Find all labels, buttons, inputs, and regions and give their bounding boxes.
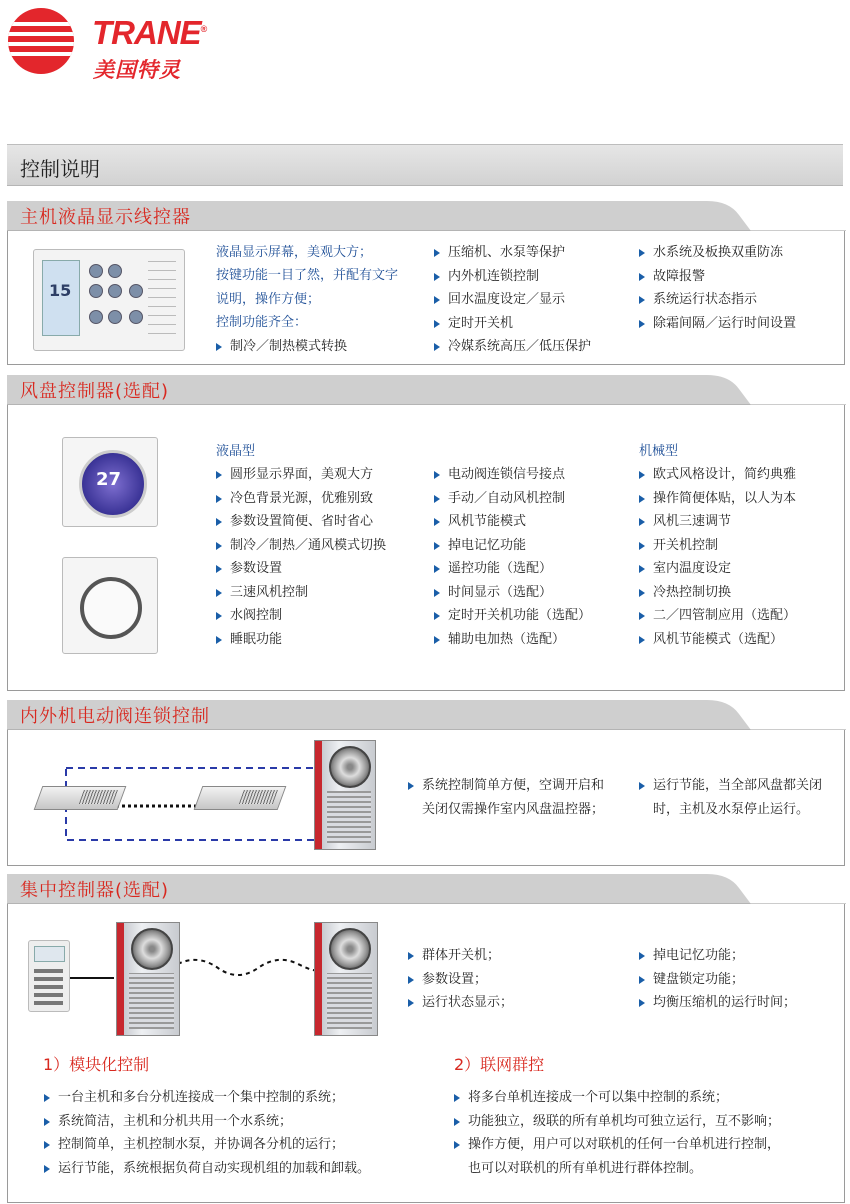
list-item: 内外机连锁控制 xyxy=(432,265,591,289)
list-item: 开关机控制 xyxy=(637,534,796,558)
central-controller-image xyxy=(28,940,70,1012)
list-item: 将多台单机连接成一个可以集中控制的系统； xyxy=(452,1086,792,1110)
brand-name-en: TRANE® xyxy=(92,14,207,51)
outdoor-unit-image xyxy=(314,740,376,850)
list-item: 制冷／制热／通风模式切换 xyxy=(214,534,386,558)
host-feature-list-1 xyxy=(214,335,347,359)
section-tab xyxy=(7,201,846,231)
list-item: 风机节能模式 xyxy=(432,510,591,534)
list-item: 定时开关机 xyxy=(432,312,591,336)
section-title: 内外机电动阀连锁控制 xyxy=(20,706,210,727)
lcd-thermostat-image xyxy=(62,437,158,527)
section-fancoil-controller xyxy=(7,381,845,691)
lcd-type-list xyxy=(214,463,386,651)
list-item: 均衡压缩机的运行时间； xyxy=(637,991,796,1015)
list-item: 二／四管制应用（选配） xyxy=(637,604,796,628)
list-item: 制冷／制热模式转换 xyxy=(214,335,347,359)
intro-line: 说明，操作方便； xyxy=(216,292,321,307)
fan-coil-unit-image xyxy=(34,786,127,810)
list-item: 辅助电加热（选配） xyxy=(432,628,591,652)
network-control-heading: 2）联网群控 xyxy=(454,1055,545,1074)
wired-controller-image xyxy=(33,249,185,351)
list-item: 系统简洁，主机和分机共用一个水系统； xyxy=(42,1110,370,1134)
central-connection-diagram xyxy=(68,924,328,1024)
list-item: 操作方便，用户可以对联机的任何一台单机进行控制，也可以对联机的所有单机进行群体控制。 xyxy=(452,1133,792,1180)
host-feature-list-2 xyxy=(432,241,591,359)
list-item: 群体开关机； xyxy=(406,944,513,968)
section-tab xyxy=(7,375,846,405)
list-item: 时间显示（选配） xyxy=(432,581,591,605)
section-central-controller xyxy=(7,880,845,1203)
module-control-list xyxy=(42,1086,370,1180)
intro-line: 按键功能一目了然，并配有文字 xyxy=(216,268,399,283)
list-item: 掉电记忆功能 xyxy=(432,534,591,558)
list-item: 系统控制简单方便，空调开启和关闭仅需操作室内风盘温控器； xyxy=(406,774,616,821)
controller-display-value: 15 xyxy=(49,281,72,300)
list-item: 水系统及板换双重防冻 xyxy=(637,241,796,265)
lcd-type-heading: 液晶型 xyxy=(216,444,256,459)
list-item: 手动／自动风机控制 xyxy=(432,487,591,511)
list-item: 圆形显示界面，美观大方 xyxy=(214,463,386,487)
trane-logo-icon xyxy=(8,8,74,74)
list-item: 操作简便体贴，以人为本 xyxy=(637,487,796,511)
central-feature-list-b xyxy=(637,944,796,1015)
list-item: 冷热控制切换 xyxy=(637,581,796,605)
list-item: 压缩机、水泵等保护 xyxy=(432,241,591,265)
list-item: 运行状态显示； xyxy=(406,991,513,1015)
list-item: 风机节能模式（选配） xyxy=(637,628,796,652)
list-item: 水阀控制 xyxy=(214,604,386,628)
list-item: 控制简单，主机控制水泵，并协调各分机的运行； xyxy=(42,1133,370,1157)
list-item: 故障报警 xyxy=(637,265,796,289)
list-item: 睡眠功能 xyxy=(214,628,386,652)
section-title: 风盘控制器(选配) xyxy=(20,381,170,402)
section-valve-interlock xyxy=(7,706,845,866)
mech-type-list xyxy=(637,463,796,651)
fan-coil-unit-image xyxy=(194,786,287,810)
brand-name-cn: 美国特灵 xyxy=(93,58,181,82)
outdoor-unit-image xyxy=(314,922,378,1036)
list-item: 回水温度设定／显示 xyxy=(432,288,591,312)
list-item: 欧式风格设计，简约典雅 xyxy=(637,463,796,487)
list-item: 运行节能，系统根据负荷自动实现机组的加载和卸载。 xyxy=(42,1157,370,1181)
common-feature-list xyxy=(432,463,591,651)
list-item: 参数设置简便、省时省心 xyxy=(214,510,386,534)
section-tab xyxy=(7,700,846,730)
list-item: 一台主机和多台分机连接成一个集中控制的系统； xyxy=(42,1086,370,1110)
list-item: 冷媒系统高压／低压保护 xyxy=(432,335,591,359)
outdoor-unit-image xyxy=(116,922,180,1036)
list-item: 参数设置 xyxy=(214,557,386,581)
intro-line: 控制功能齐全： xyxy=(216,315,308,330)
intro-line: 液晶显示屏幕，美观大方； xyxy=(216,245,373,260)
list-item: 冷色背景光源，优雅别致 xyxy=(214,487,386,511)
central-feature-list-a xyxy=(406,944,513,1015)
list-item: 除霜间隔／运行时间设置 xyxy=(637,312,796,336)
list-item: 掉电记忆功能； xyxy=(637,944,796,968)
mech-type-heading: 机械型 xyxy=(639,444,679,459)
list-item: 运行节能，当全部风盘都关闭时，主机及水泵停止运行。 xyxy=(637,774,832,821)
valve-feature-list-a xyxy=(406,774,616,821)
list-item: 系统运行状态指示 xyxy=(637,288,796,312)
list-item: 室内温度设定 xyxy=(637,557,796,581)
thermostat-display-value: 27 xyxy=(96,469,122,490)
module-control-heading: 1）模块化控制 xyxy=(43,1055,150,1074)
list-item: 键盘锁定功能； xyxy=(637,968,796,992)
list-item: 电动阀连锁信号接点 xyxy=(432,463,591,487)
host-feature-list-3 xyxy=(637,241,796,335)
section-title: 集中控制器(选配) xyxy=(20,880,170,901)
section-tab xyxy=(7,874,846,904)
valve-feature-list-b xyxy=(637,774,832,821)
list-item: 功能独立，级联的所有单机均可独立运行，互不影响； xyxy=(452,1110,792,1134)
section-title: 主机液晶显示线控器 xyxy=(20,207,191,228)
page-title-bar xyxy=(7,144,843,186)
section-host-controller xyxy=(7,207,845,365)
list-item: 参数设置； xyxy=(406,968,513,992)
list-item: 定时开关机功能（选配） xyxy=(432,604,591,628)
list-item: 风机三速调节 xyxy=(637,510,796,534)
list-item: 三速风机控制 xyxy=(214,581,386,605)
mechanical-thermostat-image xyxy=(62,557,158,654)
page-title: 控制说明 xyxy=(20,157,100,181)
network-control-list xyxy=(452,1086,792,1180)
list-item: 遥控功能（选配） xyxy=(432,557,591,581)
